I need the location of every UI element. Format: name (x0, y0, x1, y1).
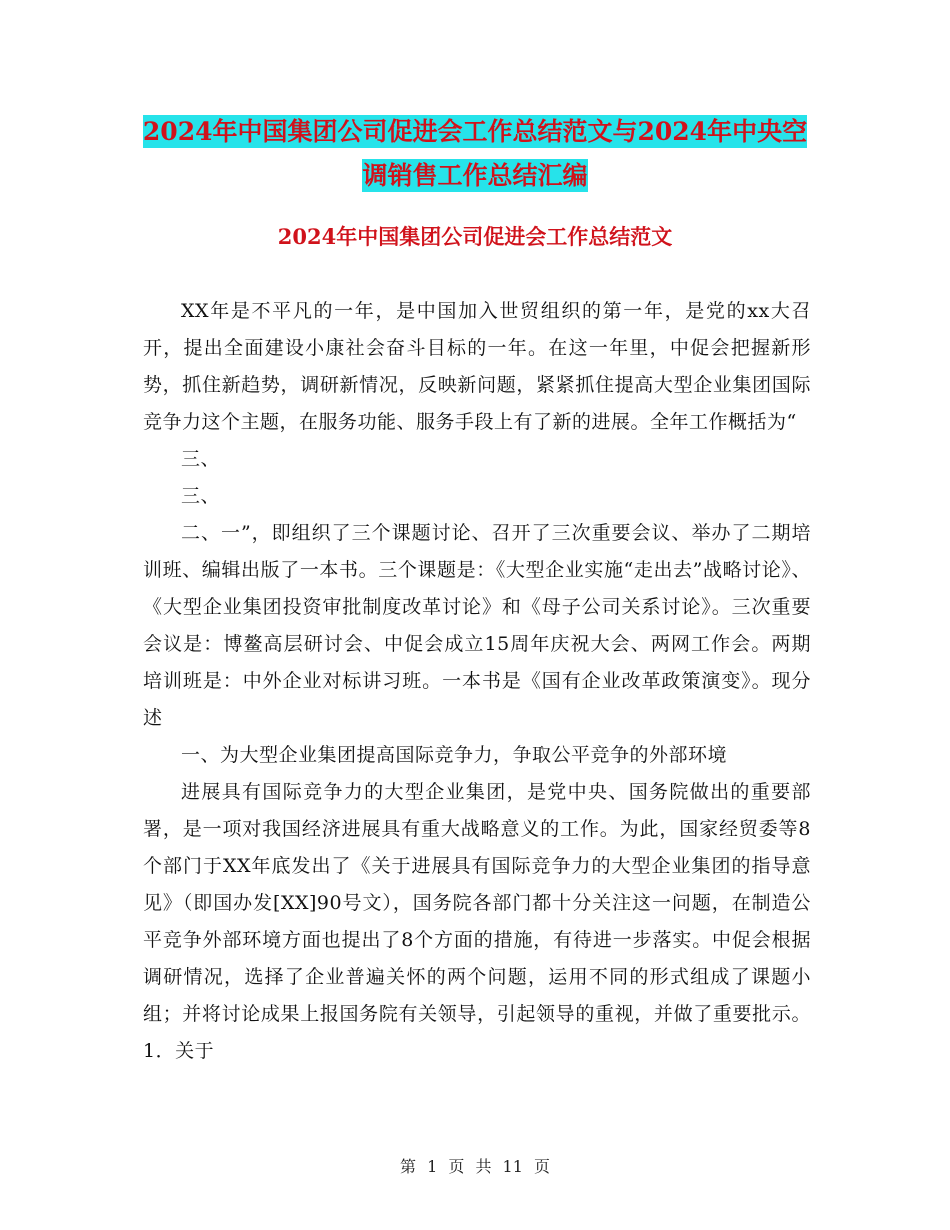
document-body (143, 293, 811, 1070)
paragraph: 一、为大型企业集团提高国际竞争力，争取公平竞争的外部环境 (181, 744, 728, 766)
paragraph: 三、 (181, 448, 221, 470)
paragraph: XX年是不平凡的一年，是中国加入世贸组织的第一年，是党的xx大召开，提出全面建设小康社会奋斗目标的一年。在这一年里，中促会把握新形势，抓住新趋势，调研新情况，反映新问题，紧紧抓住提高大型企业集团国际竞争力这个主题，在服务功能、服务手段上有了新的进展。全年工作概括为“ (143, 300, 811, 433)
paragraph: 二、一”，即组织了三个课题讨论、召开了三次重要会议、举办了二期培训班、编辑出版了一本书。三个课题是：《大型企业实施“走出去”战略讨论》、《大型企业集团投资审批制度改革讨论》和《母子公司关系讨论》。三次重要会议是：博鳌高层研讨会、中促会成立15周年庆祝大会、两网工作会。两期培训班是：中外企业对标讲习班。一本书是《国有企业改革政策演变》。现分述 (143, 522, 811, 729)
page-number-footer: 第 1 页 共 11 页 (400, 1157, 550, 1176)
section-title: 2024年中国集团公司促进会工作总结范文 (277, 224, 673, 249)
paragraph: 三、 (181, 485, 221, 507)
document-title (140, 110, 810, 198)
paragraph: 进展具有国际竞争力的大型企业集团，是党中央、国务院做出的重要部署，是一项对我国经济进展具有重大战略意义的工作。为此，国家经贸委等8个部门于XX年底发出了《关于进展具有国际竞争力的大型企业集团的指导意见》（即国办发[XX]90号文），国务院各部门都十分关注这一问题，在制造公平竞争外部环境方面也提出了8个方面的措施，有待进一步落实。中促会根据调研情况，选择了企业普遍关怀的两个问题，运用不同的形式组成了课题小组；并将讨论成果上报国务院有关领导，引起领导的重视，并做了重要批示。 1．关于 (143, 781, 811, 1062)
document-title-text: 2024年中国集团公司促进会工作总结范文与2024年中央空调销售工作总结汇编 (142, 117, 808, 190)
